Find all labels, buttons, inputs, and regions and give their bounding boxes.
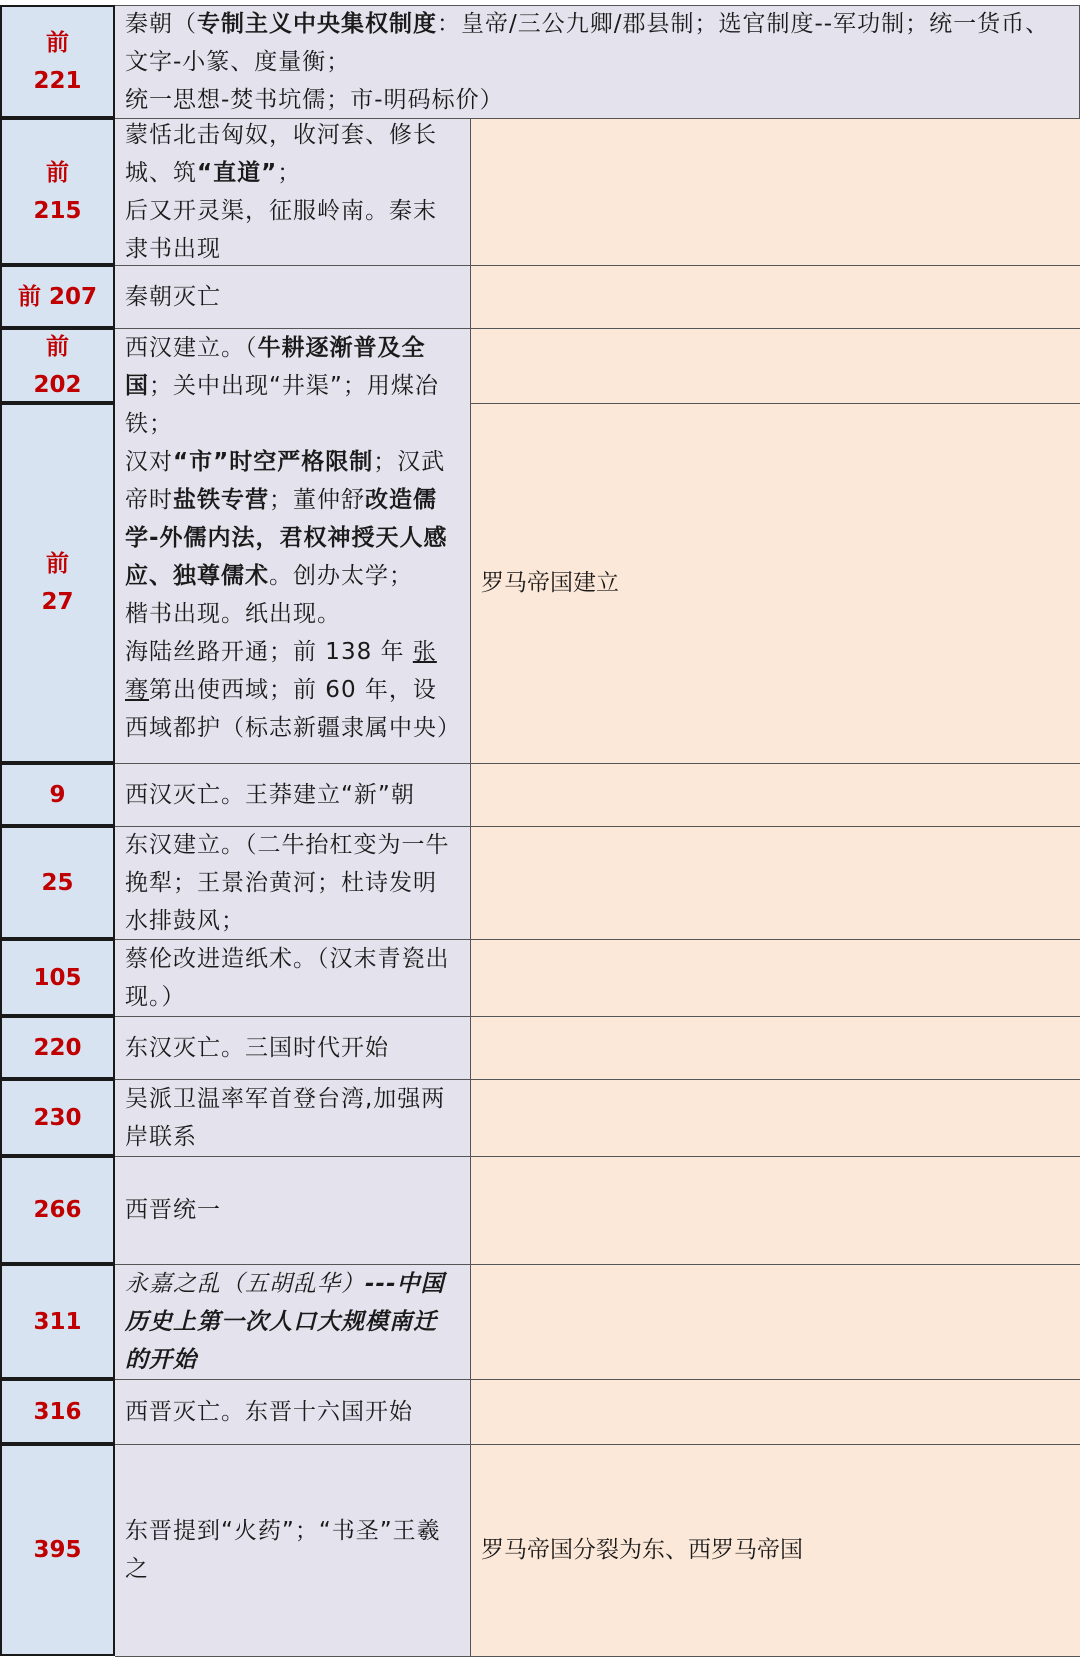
year-number: 9 xyxy=(49,781,66,808)
event-text-part: 蒙恬北击匈奴，收河套、修长城、筑 xyxy=(125,121,437,186)
year-number: 前 207 xyxy=(17,283,98,310)
year-cell xyxy=(0,763,115,826)
world-event-cell xyxy=(471,1016,1080,1079)
year-prefix: 前 xyxy=(46,29,69,56)
event-text-bold: ---中国历史上第一次人口大规模南迁的开始 xyxy=(125,1270,445,1373)
year-cell xyxy=(0,1079,115,1156)
year-cell xyxy=(0,403,115,763)
year-cell xyxy=(0,939,115,1016)
year-number: 266 xyxy=(33,1197,82,1223)
event-cell xyxy=(115,1444,471,1656)
event-text: 蔡伦改进造纸术。（汉末青瓷出现。） xyxy=(125,945,450,1010)
year-number: 105 xyxy=(33,964,82,991)
world-event-cell xyxy=(471,939,1080,1016)
event-text-part: 统一思想-焚书坑儒；市-明码标价） xyxy=(125,87,504,113)
year-number: 316 xyxy=(33,1398,82,1425)
row-divider xyxy=(115,1264,1080,1265)
row-divider xyxy=(471,403,1080,404)
event-cell xyxy=(115,1264,471,1379)
event-text: 秦朝灭亡 xyxy=(125,283,221,310)
event-text-part: ；董仲舒 xyxy=(269,487,365,513)
event-cell xyxy=(115,265,471,328)
world-event-cell xyxy=(471,1079,1080,1156)
year-cell xyxy=(0,826,115,939)
event-text-underline: 张骞 xyxy=(125,639,437,703)
event-text xyxy=(125,329,460,747)
event-text-part: 。创办太学； xyxy=(269,563,413,589)
event-text: 西晋统一 xyxy=(125,1197,221,1223)
event-text-part: 后又开灵渠，征服岭南。秦末隶书出现 xyxy=(125,197,437,262)
event-cell xyxy=(115,5,1080,118)
world-event-cell xyxy=(471,1156,1080,1264)
year-prefix: 前 xyxy=(46,159,69,186)
row-divider xyxy=(115,763,1080,764)
event-cell xyxy=(115,1156,471,1264)
row-divider xyxy=(115,118,1080,119)
event-text: 东晋提到“火药”；“书圣”王羲之 xyxy=(125,1518,441,1582)
event-text: 东汉灭亡。三国时代开始 xyxy=(125,1034,389,1061)
event-text-part: ；汉武帝时 xyxy=(125,449,446,513)
year-cell xyxy=(0,1264,115,1379)
event-cell xyxy=(115,328,471,763)
event-cell xyxy=(115,763,471,826)
world-event-cell xyxy=(471,826,1080,939)
event-text xyxy=(125,5,1069,118)
row-divider xyxy=(115,1444,1080,1445)
event-text: 东汉建立。（二牛抬杠变为一牛挽犁；王景治黄河；杜诗发明水排鼓风； xyxy=(125,831,450,934)
event-cell xyxy=(115,118,471,265)
world-event-cell xyxy=(471,403,1080,763)
year-cell xyxy=(0,5,115,118)
event-text-part: ：皇帝/三公九卿/郡县制；选官制度--军功制；统一货币、文字-小篆、度量衡； xyxy=(125,11,1050,75)
year-number: 230 xyxy=(33,1104,82,1131)
row-divider xyxy=(115,826,1080,827)
year-cell xyxy=(0,1379,115,1444)
event-text-part: 秦朝（ xyxy=(125,11,197,37)
row-divider xyxy=(115,1016,1080,1017)
event-text-bold: 改造儒学-外儒内法，君权神授天人感应、独尊儒术 xyxy=(125,487,448,589)
row-divider xyxy=(115,1656,1080,1657)
year-number: 220 xyxy=(33,1034,82,1061)
year-number: 395 xyxy=(33,1537,82,1563)
event-cell xyxy=(115,1079,471,1156)
world-event-cell xyxy=(471,328,1080,403)
year-number: 311 xyxy=(33,1308,82,1335)
event-text xyxy=(125,1265,460,1379)
event-cell xyxy=(115,1016,471,1079)
event-text: 西汉灭亡。王莽建立“新”朝 xyxy=(125,781,415,808)
row-divider xyxy=(115,5,1080,6)
event-text-part: 海陆丝路开通；前 138 年 xyxy=(125,639,413,665)
event-text-part: 永嘉之乱（五胡乱华） xyxy=(125,1270,365,1297)
year-number: 202 xyxy=(33,371,82,398)
year-cell xyxy=(0,265,115,328)
event-text-part: ；关中出现“井渠”；用煤冶铁； xyxy=(125,373,439,437)
row-divider xyxy=(115,265,1080,266)
world-event-cell xyxy=(471,1444,1080,1656)
world-event-text: 罗马帝国分裂为东、西罗马帝国 xyxy=(481,1537,803,1563)
world-event-cell xyxy=(471,1264,1080,1379)
year-cell xyxy=(0,118,115,265)
world-event-cell xyxy=(471,763,1080,826)
event-cell xyxy=(115,939,471,1016)
year-prefix: 前 xyxy=(46,551,69,577)
year-cell xyxy=(0,1444,115,1656)
year-cell xyxy=(0,1156,115,1264)
world-event-text: 罗马帝国建立 xyxy=(481,570,619,596)
event-text-bold: 专制主义中央集权制度 xyxy=(197,11,437,37)
year-number: 215 xyxy=(33,197,82,224)
year-number: 27 xyxy=(41,589,74,615)
event-text-part: 第出使西域；前 60 年，设西域都护（标志新疆隶属中央） xyxy=(125,677,461,741)
year-number: 221 xyxy=(33,67,82,94)
row-divider xyxy=(115,939,1080,940)
row-divider xyxy=(115,328,1080,329)
world-event-cell xyxy=(471,265,1080,328)
year-cell xyxy=(0,1016,115,1079)
event-text: 西晋灭亡。东晋十六国开始 xyxy=(125,1398,413,1425)
event-text-bold: “直道” xyxy=(197,159,278,186)
event-cell xyxy=(115,826,471,939)
event-text-bold: 盐铁专营 xyxy=(173,487,269,513)
row-divider xyxy=(115,1079,1080,1080)
event-text xyxy=(125,118,460,265)
event-text-part: 汉对 xyxy=(125,449,173,475)
year-number: 25 xyxy=(41,869,74,896)
year-prefix: 前 xyxy=(46,333,69,360)
event-text: 吴派卫温率军首登台湾,加强两岸联系 xyxy=(125,1085,446,1150)
row-divider xyxy=(115,1379,1080,1380)
event-cell xyxy=(115,1379,471,1444)
event-text-part: 西汉建立。（ xyxy=(125,335,258,361)
world-event-cell xyxy=(471,118,1080,265)
event-text-part: 楷书出现。纸出现。 xyxy=(125,601,341,627)
event-text-bold: 牛耕逐渐普及全国 xyxy=(125,335,426,399)
world-event-cell xyxy=(471,1379,1080,1444)
year-cell xyxy=(0,328,115,403)
event-text-part: ； xyxy=(277,159,302,186)
event-text-bold: “市”时空严格限制 xyxy=(173,449,374,475)
row-divider xyxy=(115,1156,1080,1157)
